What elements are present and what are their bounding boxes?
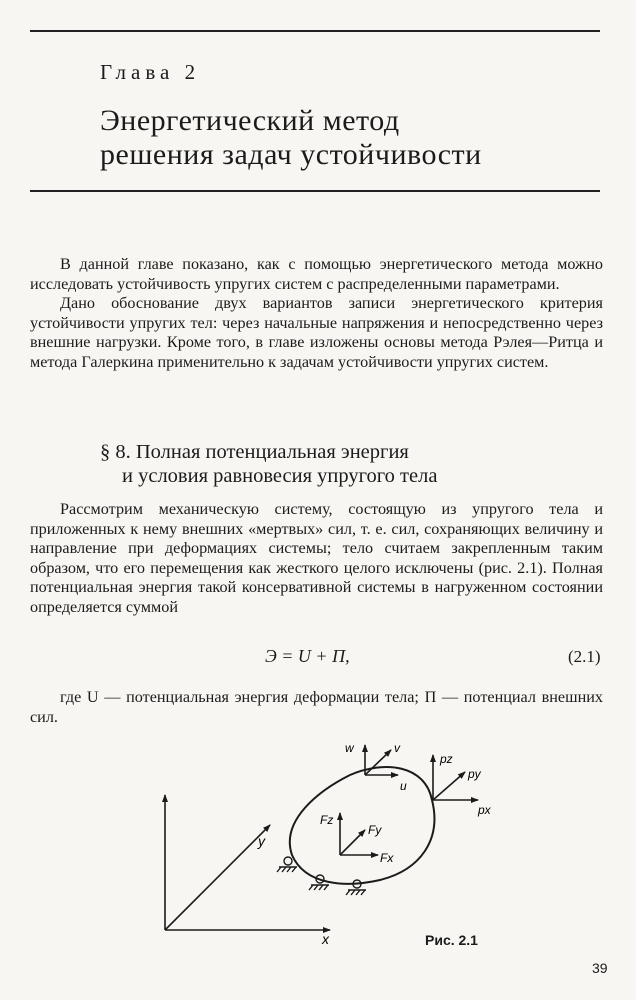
intro-paragraph-2: Дано обоснование двух вариантов записи энергетического критерия устойчивости упругих тел: через начальные напряжения и непосредственно через внешние нагрузки. Кроме того, в главе изложены основы метода Рэлея—Ритца и метода Галеркина применительно к задачам устойчивости упругих систем. bbox=[30, 294, 603, 371]
arrow-py bbox=[433, 772, 465, 800]
section-title-line1: § 8. Полная потенциальная энергия bbox=[100, 441, 409, 463]
section-paragraph-2: где U — потенциальная энергия деформации тела; П — потенциал внешних сил. bbox=[30, 688, 603, 726]
intro-text bbox=[30, 255, 603, 373]
section-title bbox=[100, 440, 530, 488]
arrow-v bbox=[365, 750, 391, 775]
label-pz: pz bbox=[440, 752, 453, 766]
page-number: 39 bbox=[592, 960, 608, 976]
label-Fx: Fx bbox=[380, 851, 394, 865]
axis-y bbox=[165, 825, 270, 930]
figure-2-1 bbox=[0, 730, 636, 960]
label-py: py bbox=[468, 767, 481, 781]
label-w: w bbox=[345, 741, 354, 755]
equation-number: (2.1) bbox=[568, 647, 601, 666]
title-rule bbox=[30, 190, 600, 192]
chapter-title-line1: Энергетический метод bbox=[100, 104, 400, 137]
intro-paragraph-1: В данной главе показано, как с помощью энергетического метода можно исследовать устойчивость упругих систем с распределенными параметрами. bbox=[30, 255, 603, 293]
label-Fz: Fz bbox=[320, 813, 334, 827]
arrow-Fy bbox=[340, 830, 365, 855]
section-title-line2: и условия равновесия упругого тела bbox=[122, 465, 438, 487]
chapter-title bbox=[100, 104, 482, 172]
label-Fy: Fy bbox=[368, 823, 382, 837]
formula: Э = U + П, bbox=[265, 646, 350, 666]
chapter-label: Глава 2 bbox=[100, 60, 201, 84]
figure-caption: Рис. 2.1 bbox=[425, 932, 478, 948]
label-y: y bbox=[258, 833, 265, 849]
label-u: u bbox=[400, 779, 407, 793]
label-v: v bbox=[394, 741, 400, 755]
top-rule bbox=[30, 30, 600, 32]
elastic-body bbox=[290, 767, 435, 884]
section-paragraph-1: Рассмотрим механическую систему, состоящую из упругого тела и приложенных к нему внешних «мертвых» сил, т. е. сил, сохраняющих величину и направление при деформациях системы; тело считаем закрепленным таким образом, что его перемещения как жесткого целого исключены (рис. 2.1). Полная потенциальная энергия такой консервативной системы в нагруженном состоянии определяется суммой bbox=[30, 500, 603, 616]
label-x: x bbox=[322, 931, 329, 947]
label-px: px bbox=[478, 803, 491, 817]
chapter-title-line2: решения задач устойчивости bbox=[100, 138, 482, 171]
